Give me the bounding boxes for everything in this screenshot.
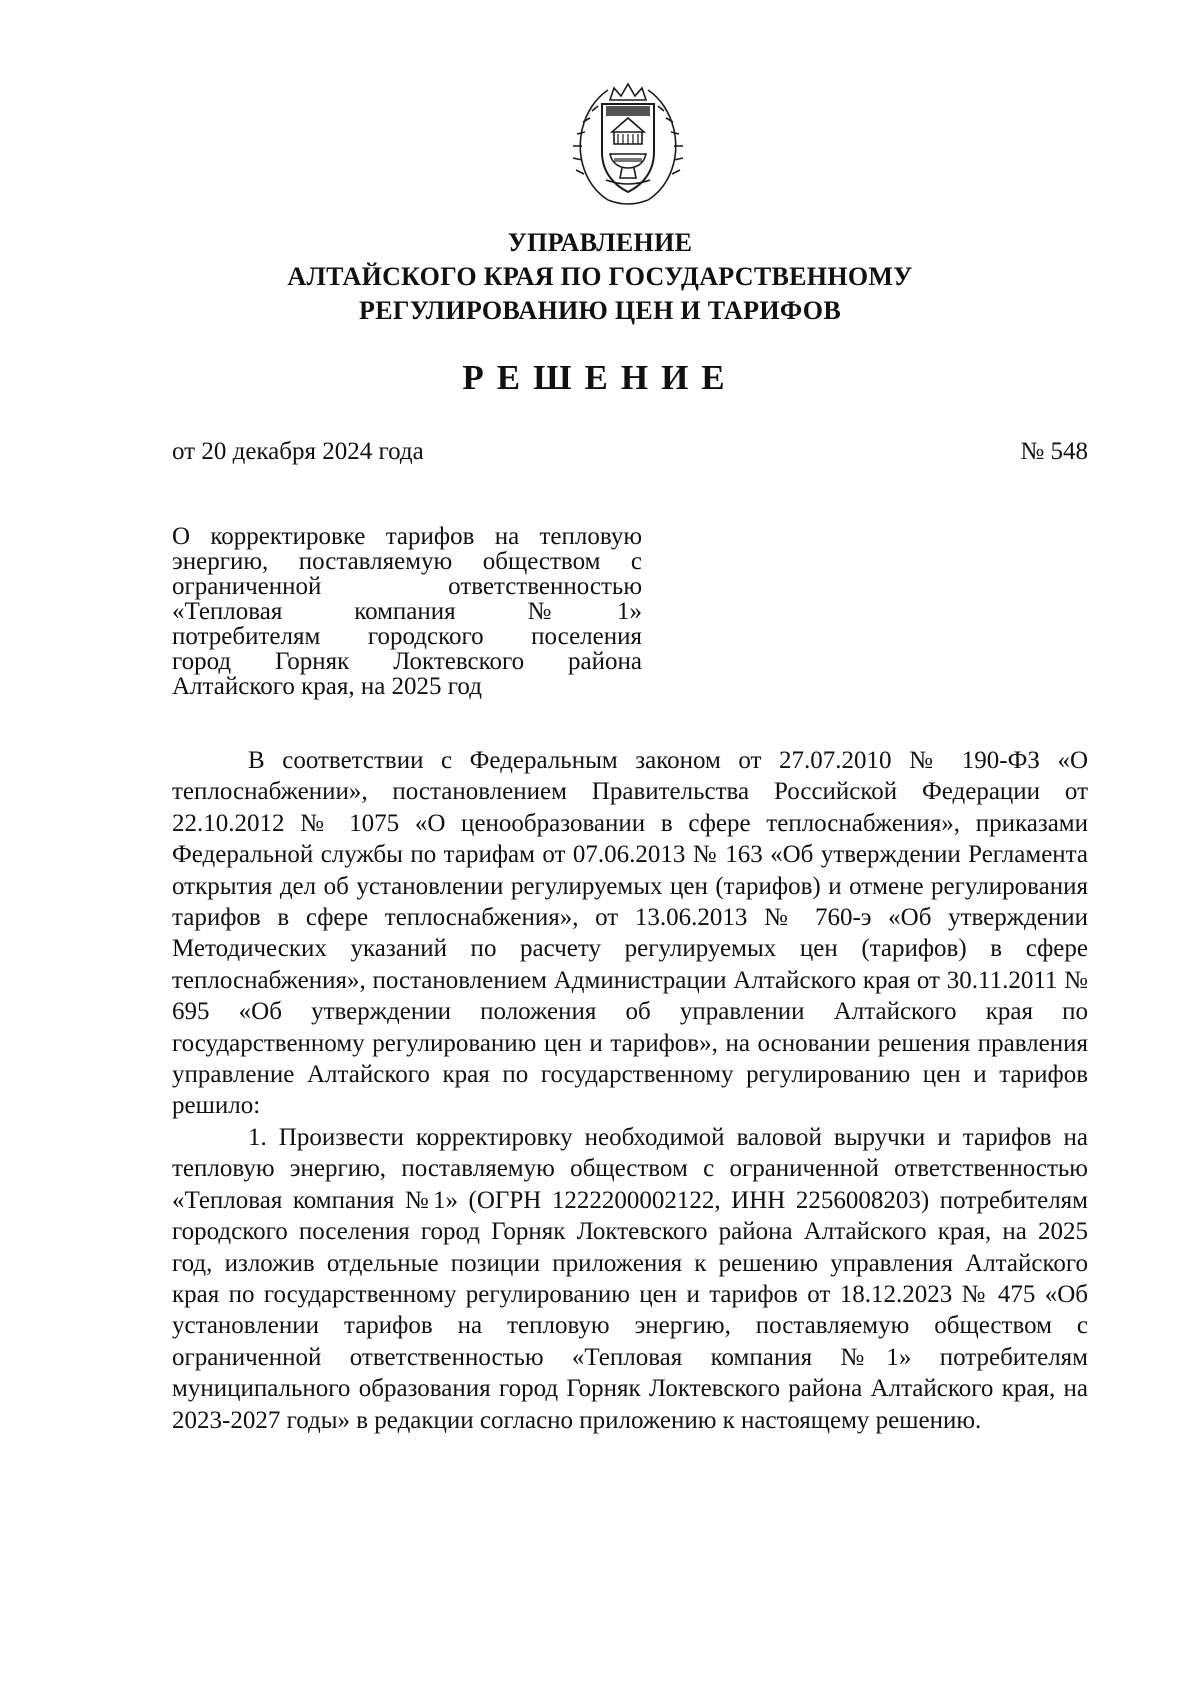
subject-line: город Горняк Локтевского района — [172, 648, 642, 675]
authority-line-3: РЕГУЛИРОВАНИЮ ЦЕН И ТАРИФОВ — [359, 296, 841, 325]
altai-krai-coat-of-arms-icon — [568, 78, 688, 210]
subject-line: энергию, поставляемую обществом с — [172, 548, 642, 575]
document-subject — [172, 524, 642, 699]
subject-line: «Тепловая компания №1» — [172, 598, 642, 625]
clause-1-paragraph: 1. Произвести корректировку необходимой валовой выручки и тарифов на тепловую энергию, поставляемую обществом с ограниченной ответственностью «Тепловая компания №1» (ОГРН 1222200002122, ИНН 2256008203) потребителям городского поселения город Горняк Локтевского района Алтайского края, на 2025 год, изложив отдельные позиции приложения к решению управления Алтайского края по государственному регулированию цен и тарифов от 18.12.2023 № 475 «Об установлении тарифов на тепловую энергию, поставляемую обществом с ограниченной ответственностью «Тепловая компания №1» потребителям муниципального образования город Горняк Локтевского района Алтайского края, на 2023-2027 годы» в редакции согласно приложению к настоящему решению. — [172, 1123, 1088, 1434]
authority-line-1: УПРАВЛЕНИЕ — [507, 228, 693, 257]
preamble-paragraph: В соответствии с Федеральным законом от 27.07.2010 № 190-ФЗ «О теплоснабжении», постановлением Правительства Российской Федерации от 22.10.2012 № 1075 «О ценообразовании в сфере теплоснабжения», приказами Федеральной службы по тарифам от 07.06.2013 № 163 «Об утверждении Регламента открытия дел об установлении регулируемых цен (тарифов) и отмене регулирования тарифов в сфере теплоснабжения», от 13.06.2013 № 760-э «Об утверждении Методических указаний по расчету регулируемых цен (тарифов) в сфере теплоснабжения», постановлением Администрации Алтайского края от 30.11.2011 № 695 «Об утверждении положения об управлении Алтайского края по государственному регулированию цен и тарифов», на основании решения правления управление Алтайского края по государственному регулированию цен и тарифов решило: — [172, 747, 1088, 1120]
issuing-authority — [150, 226, 1050, 328]
subject-line: Алтайского края, на 2025 год — [172, 673, 482, 700]
authority-line-2: АЛТАЙСКОГО КРАЯ ПО ГОСУДАРСТВЕННОМУ — [287, 262, 913, 291]
subject-line: потребителям городского поселения — [172, 623, 642, 650]
document-type-title: РЕШЕНИЕ — [462, 358, 738, 397]
subject-line: ограниченной ответственностью — [172, 573, 642, 600]
document-body — [172, 745, 1088, 1436]
subject-line: О корректировке тарифов на тепловую — [172, 523, 642, 550]
document-date: от 20 декабря 2024 года — [172, 438, 424, 465]
document-number: № 548 — [1020, 438, 1088, 465]
